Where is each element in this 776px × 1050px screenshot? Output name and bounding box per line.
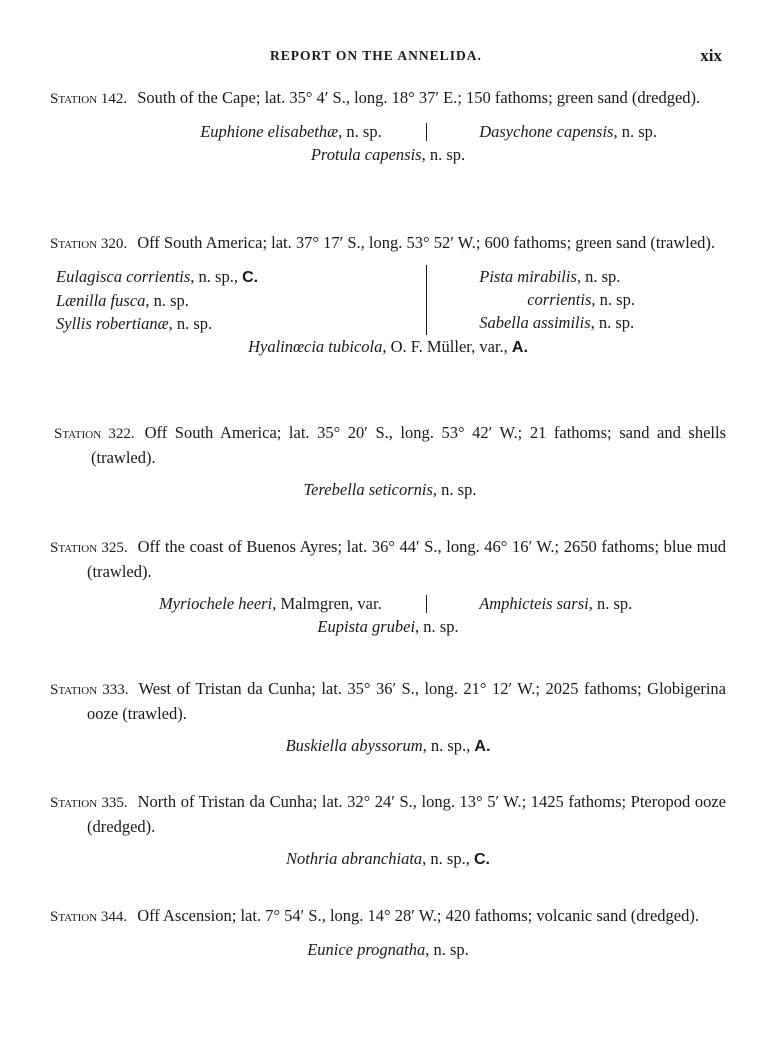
species-authority: , n. sp.	[338, 122, 382, 141]
species-name: corrientis	[527, 290, 592, 309]
species-name: Terebella seticornis	[303, 480, 433, 499]
species-column-left	[50, 265, 426, 335]
species-entry	[479, 311, 726, 334]
species-columns	[50, 120, 726, 143]
species-authority: , n. sp.	[145, 291, 189, 310]
species-name: Eunice prognatha	[307, 940, 426, 959]
species-authority: , n. sp.	[588, 594, 633, 613]
station-heading	[54, 421, 726, 469]
species-name: Lænilla fusca	[56, 291, 146, 310]
station-entry	[54, 421, 726, 501]
species-authority: , Malmgren, var.	[272, 594, 382, 613]
station-entry	[50, 677, 726, 758]
species-entry-centered	[50, 615, 726, 638]
species-name: Nothria abranchiata	[286, 849, 423, 868]
species-entry	[56, 265, 382, 289]
species-list	[50, 847, 726, 871]
species-authority: , n. sp.	[432, 480, 477, 499]
species-authority: , n. sp.	[425, 940, 469, 959]
species-entry	[479, 120, 726, 143]
species-name: Myriochele heeri	[159, 594, 273, 613]
species-entry	[56, 289, 382, 312]
station-description: Off South America; lat. 35° 20′ S., long. 53° 42′ W.; 21 fathoms; sand and shells (trawled).	[91, 423, 726, 467]
species-entry	[50, 120, 382, 143]
station-label: Station 320.	[50, 236, 128, 252]
species-name: Pista mirabilis	[479, 267, 577, 286]
station-description: Off the coast of Buenos Ayres; lat. 36° 44′ S., long. 46° 16′ W.; 2650 fathoms; blue mud (trawled).	[87, 537, 726, 581]
species-authority: , n. sp.	[591, 290, 635, 309]
species-entry	[479, 265, 726, 288]
species-columns	[50, 265, 726, 335]
species-authority: , n. sp.	[168, 314, 213, 333]
species-list	[50, 938, 726, 961]
station-heading	[50, 790, 726, 838]
station-entry	[50, 86, 726, 166]
species-column-left	[50, 592, 426, 615]
station-heading	[50, 231, 726, 256]
species-column-left	[50, 120, 426, 143]
station-description: Off South America; lat. 37° 17′ S., long. 53° 52′ W.; 600 fathoms; green sand (trawled).	[137, 233, 716, 252]
species-column-right	[427, 592, 726, 615]
species-authority: , n. sp.	[421, 145, 466, 164]
collection-marker: A.	[511, 339, 528, 356]
species-name: Dasychone capensis	[479, 122, 614, 141]
species-entry-centered	[50, 847, 726, 871]
running-title: REPORT ON THE ANNELIDA.	[270, 48, 482, 63]
species-authority: , O. F. Müller, var.,	[382, 337, 512, 356]
collection-marker: C.	[473, 851, 490, 868]
station-description: North of Tristan da Cunha; lat. 32° 24′ S., long. 13° 5′ W.; 1425 fathoms; Pteropod ooze (dredged).	[87, 792, 726, 836]
species-name: Buskiella abyssorum	[285, 736, 423, 755]
station-label: Station 335.	[50, 795, 128, 811]
page-header	[0, 48, 776, 72]
station-entry	[50, 790, 726, 871]
species-list	[50, 265, 726, 359]
species-entry	[479, 288, 726, 311]
species-list	[50, 734, 726, 758]
station-label: Station 344.	[50, 909, 128, 925]
station-label: Station 142.	[50, 91, 128, 107]
station-entry	[50, 231, 726, 359]
species-name: Hyalinœcia tubicola	[248, 337, 383, 356]
collection-marker: C.	[242, 269, 259, 286]
species-list	[50, 592, 726, 638]
species-authority: , n. sp.	[590, 313, 635, 332]
station-label: Station 325.	[50, 540, 128, 556]
page-number: xix	[700, 46, 722, 65]
species-entry-centered	[54, 478, 726, 501]
station-entry	[50, 535, 726, 638]
station-entry	[50, 904, 726, 961]
station-label: Station 333.	[50, 682, 129, 698]
species-column-right	[427, 120, 726, 143]
species-name: Eupista grubei	[317, 617, 416, 636]
species-authority: , n. sp.	[415, 617, 459, 636]
species-list	[54, 478, 726, 501]
station-heading	[50, 677, 726, 725]
species-entry	[479, 592, 726, 615]
species-entry	[56, 312, 382, 335]
species-entry	[50, 592, 382, 615]
station-description: South of the Cape; lat. 35° 4′ S., long. 18° 37′ E.; 150 fathoms; green sand (dredged).	[137, 88, 701, 107]
station-heading	[50, 86, 726, 111]
species-name: Amphicteis sarsi	[479, 594, 589, 613]
species-name: Eulagisca corrientis	[56, 267, 191, 286]
species-entry-centered	[50, 938, 726, 961]
species-list	[50, 120, 726, 166]
species-entry-centered	[50, 335, 726, 359]
station-heading	[50, 904, 726, 929]
species-authority: , n. sp.,	[422, 849, 474, 868]
collection-marker: A.	[474, 738, 491, 755]
station-description: Off Ascension; lat. 7° 54′ S., long. 14° 28′ W.; 420 fathoms; volcanic sand (dredged).	[137, 906, 699, 925]
station-heading	[50, 535, 726, 583]
species-authority: , n. sp.	[613, 122, 657, 141]
species-entry-centered	[50, 734, 726, 758]
species-entry-centered	[50, 143, 726, 166]
species-name: Euphione elisabethæ	[200, 122, 339, 141]
species-authority: , n. sp.	[576, 267, 621, 286]
species-column-right	[427, 265, 726, 335]
station-description: West of Tristan da Cunha; lat. 35° 36′ S., long. 21° 12′ W.; 2025 fathoms; Globigerina ooze (trawled).	[87, 679, 726, 723]
species-authority: , n. sp.,	[190, 267, 243, 286]
species-columns	[50, 592, 726, 615]
species-name: Syllis robertianæ	[56, 314, 169, 333]
species-authority: , n. sp.,	[422, 736, 475, 755]
station-label: Station 322.	[54, 426, 135, 442]
species-name: Sabella assimilis	[479, 313, 591, 332]
species-name: Protula capensis	[310, 145, 422, 164]
